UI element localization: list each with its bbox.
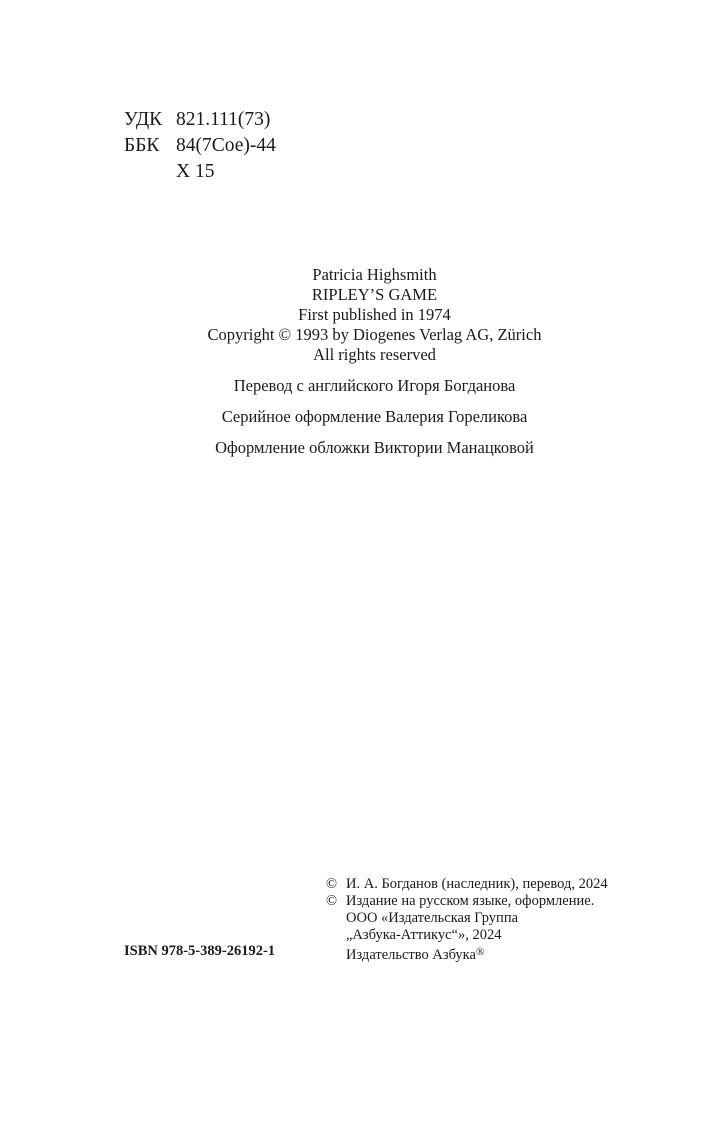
copyright-symbol: © [326,893,338,909]
edition-copyright-text: Издание на русском языке, оформление. [346,893,595,909]
translator-credits [0,376,709,458]
publisher-imprint: Издательство Азбука [346,947,476,963]
copyright-symbol: © [326,876,338,892]
translation-copyright [326,876,608,893]
series-design-credit: Серийное оформление Валерия Гореликова [221,407,528,426]
original-title: RIPLEY’S GAME [311,285,438,304]
classification-block [124,107,276,185]
isbn: ISBN 978-5-389-26192-1 [124,943,276,959]
bbk-label: ББК [124,135,160,156]
registered-mark: ® [475,946,485,958]
udk-label: УДК [124,109,163,130]
rights-reserved: All rights reserved [313,345,436,364]
translation-credit: Перевод с английского Игоря Богданова [233,376,516,395]
bbk-row [124,133,276,159]
original-copyright: Copyright © 1993 by Diogenes Verlag AG, Zürich [207,325,542,344]
publisher-line-1: ООО «Издательская Группа [346,910,519,926]
translation-copyright-text: И. А. Богданов (наследник), перевод, 2024 [346,876,608,892]
publisher-line-2: „Азбука-Аттикус“», 2024 [346,927,502,943]
first-published: First published in 1974 [298,305,451,324]
publisher-line-3 [326,944,608,964]
edition-copyright [326,893,608,910]
credits-block [0,265,709,469]
bbk-value: 84(7Сое)-44 [176,135,276,156]
copyright-notices [326,876,608,964]
udk-value: 821.111(73) [176,109,271,130]
cover-design-credit: Оформление обложки Виктории Манацковой [215,438,534,457]
author-mark: Х 15 [176,161,215,182]
original-author: Patricia Highsmith [312,265,437,284]
udk-row [124,107,276,133]
